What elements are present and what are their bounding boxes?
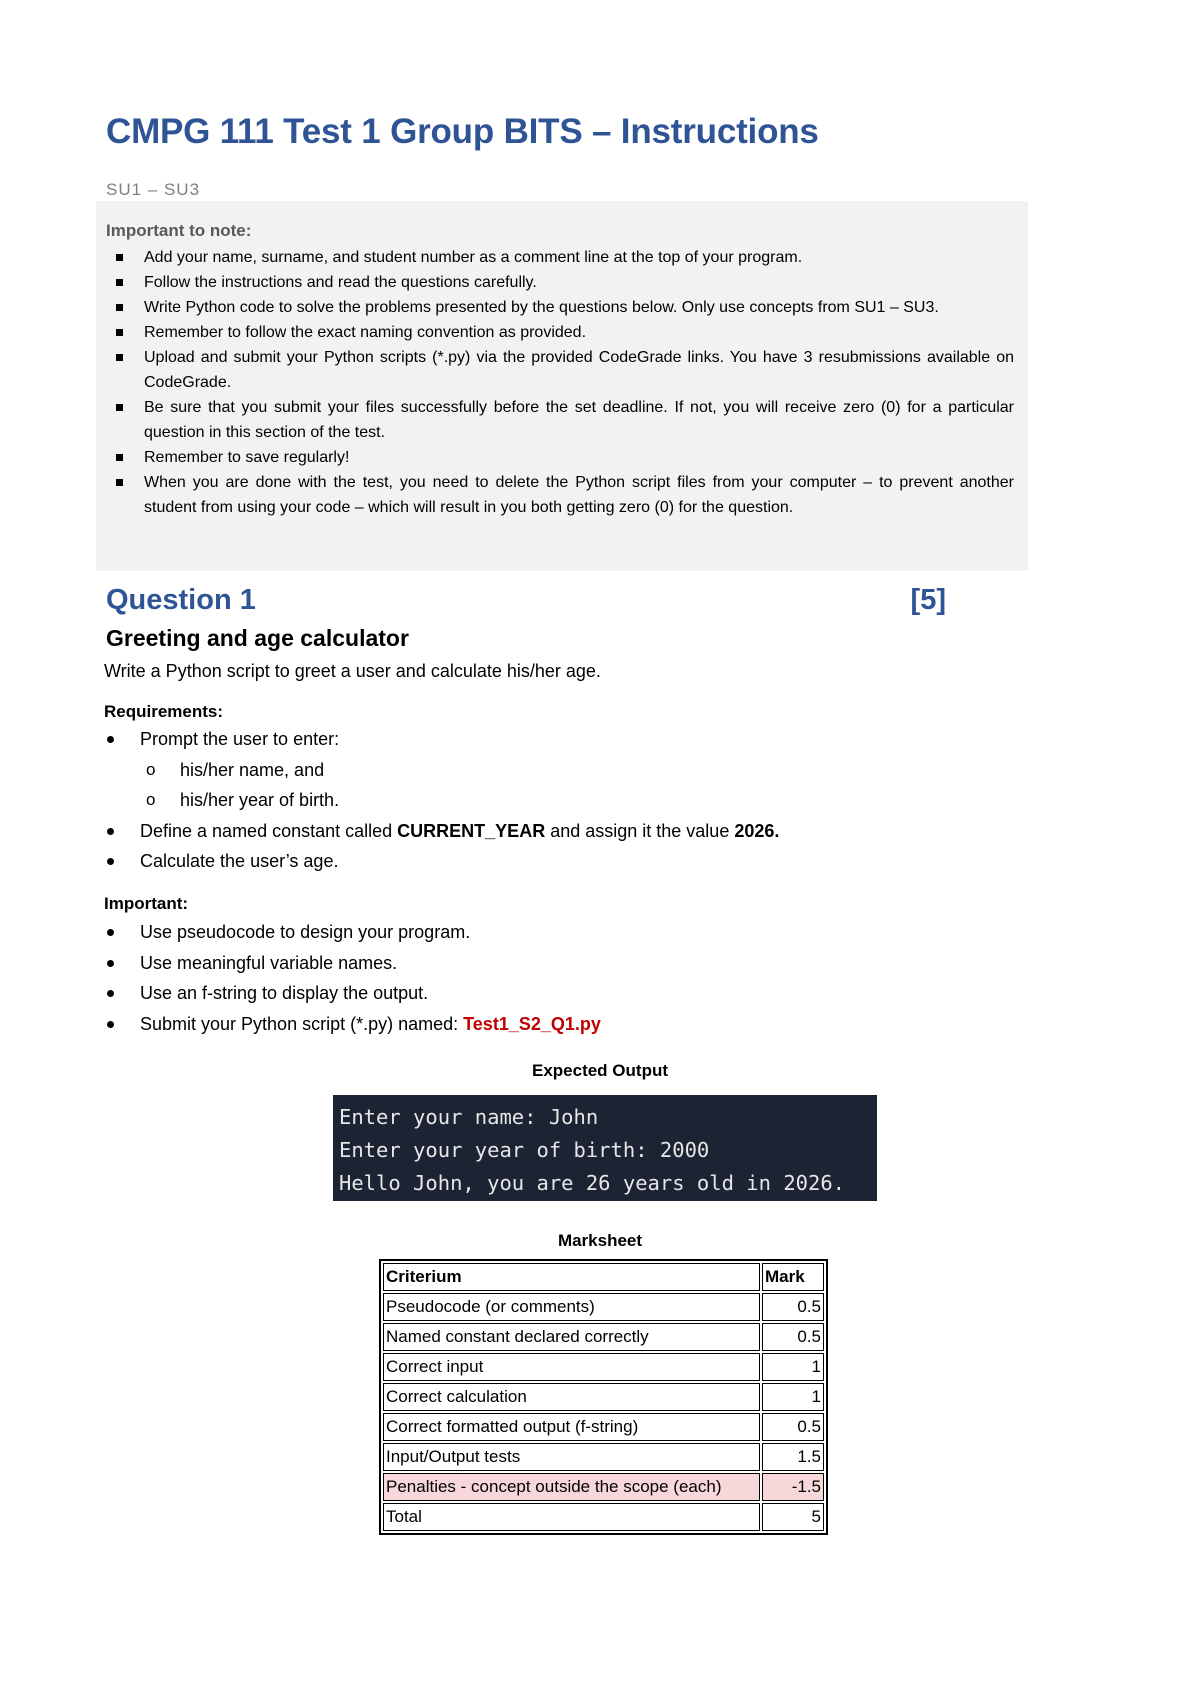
- criterium-cell: Penalties - concept outside the scope (each): [383, 1473, 760, 1501]
- criterium-cell: Named constant declared correctly: [383, 1323, 760, 1351]
- mark-cell: 1: [762, 1383, 824, 1411]
- mark-header: Mark: [762, 1263, 824, 1291]
- mark-cell: 5: [762, 1503, 824, 1531]
- marksheet-row: [383, 1323, 824, 1351]
- marksheet-row: [383, 1383, 824, 1411]
- marksheet-row: [383, 1443, 824, 1471]
- constant-value: 2026.: [734, 820, 780, 841]
- note-heading: Important to note:: [106, 221, 252, 240]
- note-item: Remember to follow the exact naming convention as provided.: [106, 320, 1014, 345]
- important-note-box: [96, 201, 1028, 571]
- marksheet-penalty-row: [383, 1473, 824, 1501]
- marksheet-table: [379, 1259, 828, 1535]
- document-subtitle: SU1 – SU3: [106, 180, 201, 199]
- question-subtitle: Greeting and age calculator: [106, 625, 409, 651]
- important-item: Use meaningful variable names.: [104, 948, 601, 979]
- terminal-line: Hello John, you are 26 years old in 2026.: [339, 1171, 846, 1195]
- note-item: When you are done with the test, you need to delete the Python script files from your computer – to prevent another student from using your code – which will result in you both getting zero (0) for the question.: [106, 470, 1014, 520]
- note-item: Be sure that you submit your files successfully before the set deadline. If not, you will receive zero (0) for a particular question in this section of the test.: [106, 395, 1014, 445]
- mark-cell: 0.5: [762, 1323, 824, 1351]
- submission-filename: Test1_S2_Q1.py: [463, 1013, 601, 1034]
- criterium-cell: Total: [383, 1503, 760, 1531]
- document-title: CMPG 111 Test 1 Group BITS – Instructions: [106, 112, 819, 151]
- important-list: [104, 917, 601, 1039]
- note-item: Follow the instructions and read the questions carefully.: [106, 270, 1014, 295]
- mark-cell: 0.5: [762, 1293, 824, 1321]
- expected-output-label: Expected Output: [531, 1061, 668, 1080]
- note-item: Write Python code to solve the problems presented by the questions below. Only use concepts from SU1 – SU3.: [106, 295, 1014, 320]
- question-header: [106, 584, 946, 622]
- question-marks: [5]: [910, 584, 946, 616]
- mark-cell: -1.5: [762, 1473, 824, 1501]
- note-list: [106, 245, 1014, 520]
- requirement-item: Calculate the user’s age.: [104, 846, 779, 877]
- criterium-cell: Pseudocode (or comments): [383, 1293, 760, 1321]
- requirement-item: [104, 816, 779, 847]
- important-text: Submit your Python script (*.py) named:: [140, 1013, 464, 1034]
- note-item: Remember to save regularly!: [106, 445, 1014, 470]
- important-label: Important:: [104, 894, 189, 913]
- criterium-header: Criterium: [383, 1263, 760, 1291]
- requirement-subitem: o his/her name, and: [104, 755, 779, 786]
- marksheet-row: [383, 1293, 824, 1321]
- marksheet-row: [383, 1413, 824, 1441]
- requirement-text: Define a named constant called: [140, 820, 398, 841]
- mark-cell: 0.5: [762, 1413, 824, 1441]
- important-item: Use pseudocode to design your program.: [104, 917, 601, 948]
- note-item: Add your name, surname, and student number as a comment line at the top of your program.: [106, 245, 1014, 270]
- terminal-line: Enter your year of birth: 2000: [339, 1138, 710, 1162]
- requirement-text: and assign it the value: [545, 820, 735, 841]
- important-item: [104, 1009, 601, 1040]
- marksheet-header-row: [383, 1263, 824, 1291]
- criterium-cell: Input/Output tests: [383, 1443, 760, 1471]
- marksheet-row: [383, 1353, 824, 1381]
- important-item: Use an f-string to display the output.: [104, 978, 601, 1009]
- requirement-subitem: o his/her year of birth.: [104, 785, 779, 816]
- note-item: Upload and submit your Python scripts (*.py) via the provided CodeGrade links. You have 3 resubmissions available on CodeGrade.: [106, 345, 1014, 395]
- constant-name: CURRENT_YEAR: [397, 820, 546, 841]
- requirements-label: Requirements:: [104, 702, 224, 721]
- criterium-cell: Correct input: [383, 1353, 760, 1381]
- mark-cell: 1.5: [762, 1443, 824, 1471]
- marksheet-label: Marksheet: [557, 1231, 643, 1250]
- criterium-cell: Correct calculation: [383, 1383, 760, 1411]
- expected-output-terminal: [333, 1095, 877, 1201]
- terminal-line: Enter your name: John: [339, 1105, 599, 1129]
- requirements-list: [104, 724, 779, 877]
- requirement-item: Prompt the user to enter:: [104, 724, 779, 755]
- mark-cell: 1: [762, 1353, 824, 1381]
- question-description: Write a Python script to greet a user and calculate his/her age.: [104, 661, 601, 681]
- marksheet-total-row: [383, 1503, 824, 1531]
- criterium-cell: Correct formatted output (f-string): [383, 1413, 760, 1441]
- question-title: Question 1: [106, 584, 256, 616]
